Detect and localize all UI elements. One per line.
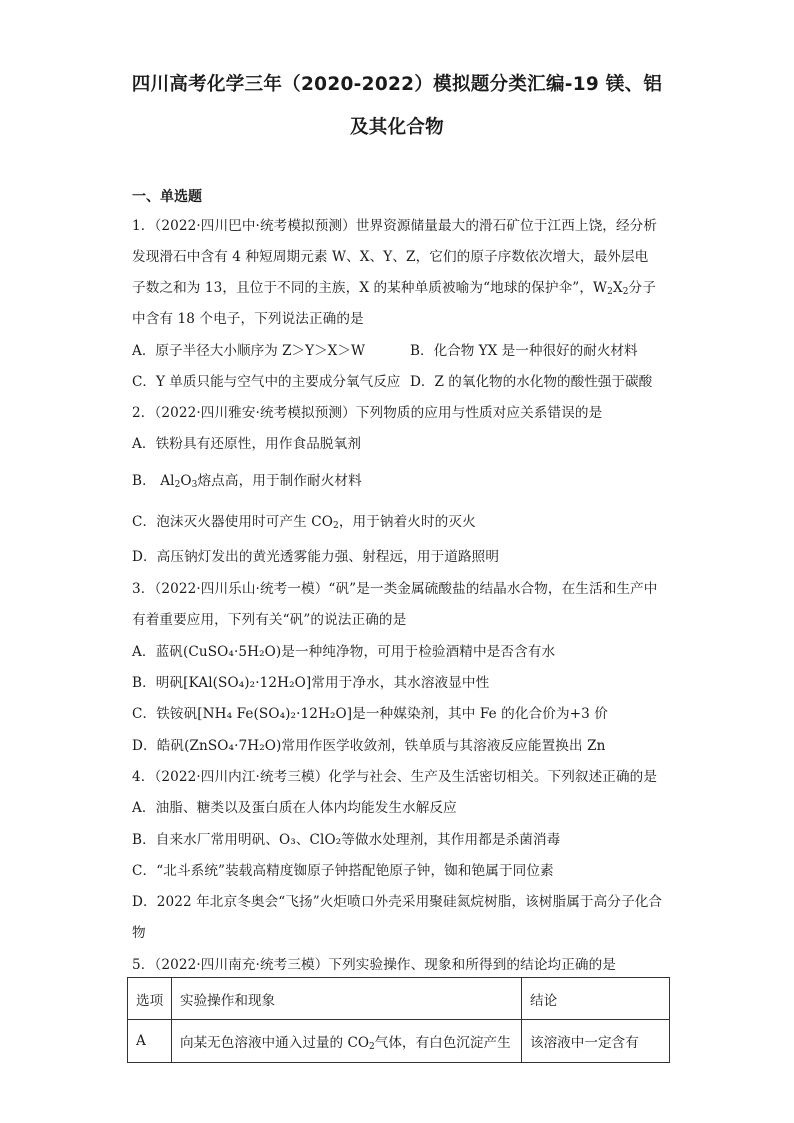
q1-option-b: B．化合物 YX 是一种很好的耐火材料 xyxy=(410,343,638,359)
q1-formula-x: X xyxy=(612,280,623,296)
q1-stem-line1: 1．（2022·四川巴中·统考模拟预测）世界资源储量最大的滑石矿位于江西上饶，经分析 xyxy=(132,218,658,234)
q3-option-d: D．皓矾(ZnSO₄·7H₂O)常用作医学收敛剂，铁单质与其溶液反应能置换出 Zn xyxy=(132,738,606,754)
q1-stem-line2: 发现滑石中含有 4 种短周期元素 W、X、Y、Z，它们的原子序数依次增大，最外层电 xyxy=(132,249,649,265)
table-cell-operation xyxy=(172,1020,522,1063)
q2-option-a: A．铁粉具有还原性，用作食品脱氧剂 xyxy=(132,436,362,452)
document-title-line2: 及其化合物 xyxy=(349,117,444,138)
q1-option-c: C．Y 单质只能与空气中的主要成分氧气反应 xyxy=(132,374,401,390)
q3-stem-line2: 有着重要应用，下列有关“矾”的说法正确的是 xyxy=(132,612,407,628)
q5-stem: 5．（2022·四川南充·统考三模）下列实验操作、现象和所得到的结论均正确的是 xyxy=(132,957,616,973)
q2-subscript-o: 3 xyxy=(191,480,198,490)
q1-option-d: D．Z 的氧化物的水化物的酸性强于碳酸 xyxy=(410,374,653,390)
q3-option-a: A．蓝矾(CuSO₄·5H₂O)是一种纯净物，可用于检验酒精中是否含有水 xyxy=(132,644,556,660)
q1-stem-line3-end: 分子 xyxy=(628,280,656,296)
table-subscript-co2: 2 xyxy=(369,1042,375,1052)
document-title-line1: 四川高考化学三年（2020-2022）模拟题分类汇编-19 镁、铝 xyxy=(131,74,663,95)
q3-stem-line1: 3．（2022·四川乐山·统考一模）“矾”是一类金属硫酸盐的结晶水合物，在生活和生产中 xyxy=(132,581,658,597)
q5-table xyxy=(127,977,670,1063)
q2-formula-o: O xyxy=(180,473,192,489)
q4-option-b: B．自来水厂常用明矾、O₃、ClO₂等做水处理剂，其作用都是杀菌消毒 xyxy=(132,832,561,848)
q4-option-d-line1: D．2022 年北京冬奥会“飞扬”火炬喷口外壳采用聚硅氮烷树脂，该树脂属于高分子化合 xyxy=(132,894,663,910)
table-row xyxy=(128,1020,670,1063)
q1-option-a: A．原子半径大小顺序为 Z＞Y＞X＞W xyxy=(132,343,365,359)
table-cell-conclusion: 该溶液中一定含有 xyxy=(522,1020,670,1063)
q2-option-d: D．高压钠灯发出的黄光透雾能力强、射程远，用于道路照明 xyxy=(132,549,500,565)
q2-stem: 2．（2022·四川雅安·统考模拟预测）下列物质的应用与性质对应关系错误的是 xyxy=(132,405,603,421)
table-cell-operation-end: 气体，有白色沉淀产生 xyxy=(374,1035,511,1051)
table-header-operation: 实验操作和现象 xyxy=(172,978,522,1020)
q2-subscript-co2: 2 xyxy=(333,521,339,531)
q1-stem-line3 xyxy=(132,276,656,296)
q4-option-a: A．油脂、糖类以及蛋白质在人体内均能发生水解反应 xyxy=(132,800,457,816)
q3-option-b: B．明矾[KAl(SO₄)₂·12H₂O]常用于净水，其水溶液显中性 xyxy=(132,675,490,691)
q2-option-b-prefix: B． Al xyxy=(132,473,175,489)
q4-option-d-line2: 物 xyxy=(132,925,146,941)
q2-option-c xyxy=(132,510,476,530)
table-header-row xyxy=(128,978,670,1020)
q2-option-b xyxy=(132,469,362,489)
q2-option-c-end: ，用于钠着火时的灭火 xyxy=(338,514,476,530)
table-cell-option: A xyxy=(128,1020,172,1063)
q2-option-c-text: C．泡沫灭火器使用时可产生 CO xyxy=(132,514,333,530)
table-header-conclusion: 结论 xyxy=(522,978,670,1020)
q4-stem: 4．（2022·四川内江·统考三模）化学与社会、生产及生活密切相关。下列叙述正确的是 xyxy=(132,769,658,785)
q4-option-c: C．“北斗系统”装载高精度铷原子钟搭配铯原子钟，铷和铯属于同位素 xyxy=(132,863,554,879)
q1-stem-line3-text: 子数之和为 13，且位于不同的主族，X 的某种单质被喻为“地球的保护伞”，W xyxy=(132,280,608,296)
table-header-option: 选项 xyxy=(128,978,172,1020)
q3-option-c: C．铁铵矾[NH₄ Fe(SO₄)₂·12H₂O]是一种媒染剂，其中 Fe 的化合价为+3 价 xyxy=(132,706,609,722)
q1-subscript-w: 2 xyxy=(607,287,613,297)
q2-subscript-al: 2 xyxy=(174,480,181,490)
table-cell-operation-text: 向某无色溶液中通入过量的 CO xyxy=(180,1035,369,1051)
section-heading: 一、单选题 xyxy=(132,189,202,205)
q1-stem-line4: 中含有 18 个电子，下列说法正确的是 xyxy=(132,311,364,327)
q2-option-b-text: 熔点高，用于制作耐火材料 xyxy=(197,473,362,489)
q1-subscript-x: 2 xyxy=(622,287,629,297)
